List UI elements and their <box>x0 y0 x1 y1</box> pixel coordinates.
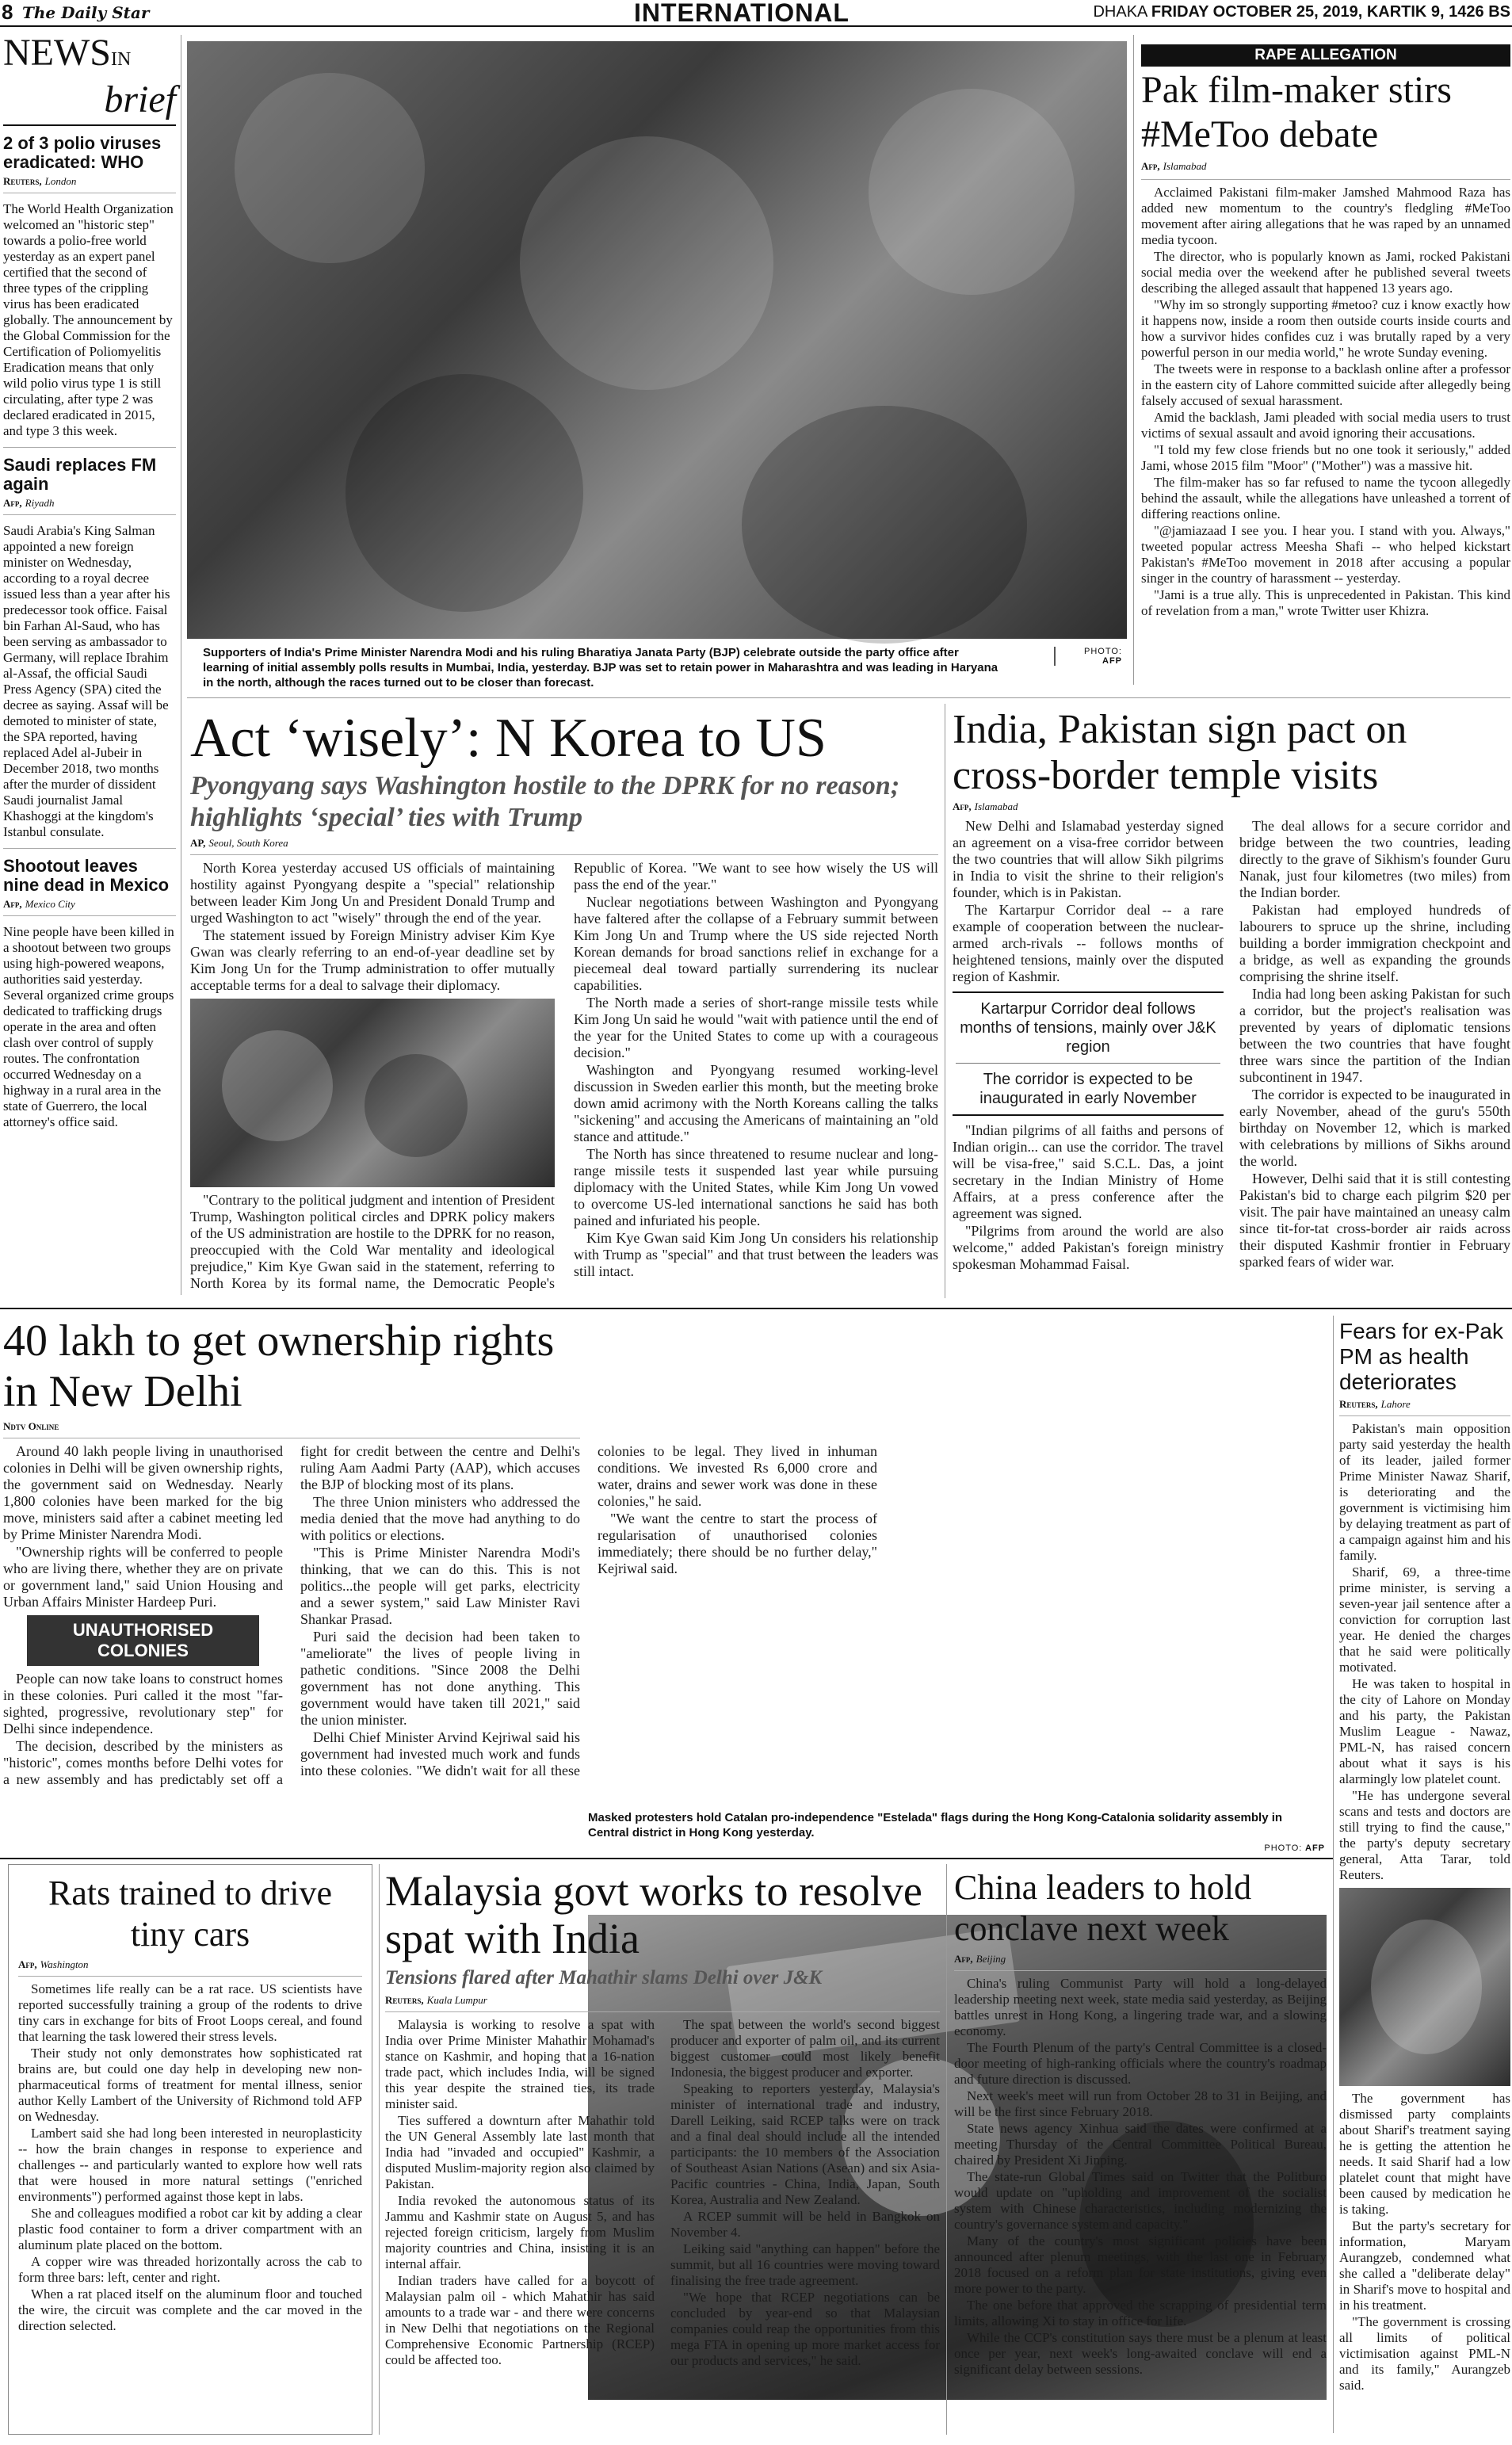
news-in-brief <box>3 32 176 1295</box>
headline: Pak film-maker stirs #MeToo debate <box>1141 69 1452 155</box>
brief-body: The World Health Organization welcomed an "historic step" towards a polio-free world yesterday as an expert panel certified that the second of three types of the crippling virus has been eradicated globally. The announcement by the Global Commission for the Certification of Poliomyelitis Eradication means that only wild polio virus type 1 is still circulating, after type 2 was declared eradicated in 2015, and type 3 this week. <box>3 201 174 438</box>
article-body: North Korea yesterday accused US officials of maintaining hostility against Pyongyang despite a "special" relationship between leader Kim Jong Un and President Donald Trump and urged Washington to act "wisely" through the end of the year. The statement issued by Foreign Ministry adviser Kim Kye Gwan was clearly referring to an end-of-year deadline set by Kim Jong Un for the Trump administration to offer mutually acceptable terms for a deal to salvage their diplomacy. "Contrary to the political judgment and intention of President Trump, Washington political circles and DPRK policy makers of the US administration are hostile to the DPRK for no reason, preoccupied with the Cold War mentality and ideological prejudice," Kim Kye Gwan said in the statement, referring to North Korea by its formal name, the Democratic People's Republic of Korea. "We want to see how wisely the US will pass the end of the year." Nuclear negotiations between Washington and Pyongyang have faltered after the collapse of a February summit between Kim Jong Un and Trump where the US side rejected North Korean demands for broad sanctions relief in exchange for a piecemeal deal toward partially surrendering its nuclear capabilities. The North made a series of short-range missile tests while Kim Jong Un said he would "wait with patience until the end of the year for the United States to come up with a courageous decision." Washington and Pyongyang resumed working-level discussion in Sweden earlier this month, but the meeting broke down amid acrimony with the North Koreans calling the talks "sickening" and accusing the Americans of maintaining an "old stance and attitude." The North has since threatened to resume nuclear and long-range missile tests it suspended last year while pursuing diplomacy with the United States, while Kim Jong Un vowed to overcome US-led international sanctions he said has both pained and infuriated his people. Kim Kye Gwan said Kim Jong Un considers his relationship with Trump as "special" and that trust between the leaders was still intact. <box>190 860 938 1291</box>
dateline <box>1078 3 1510 21</box>
headline: 40 lakh to get ownership rights in New Delhi <box>3 1316 555 1416</box>
story-delhi-ownership <box>3 1316 877 1791</box>
story-rats <box>8 1864 372 2435</box>
colonies-label: UNAUTHORISED COLONIES <box>27 1615 259 1666</box>
dateline-city: DHAKA <box>1093 3 1147 21</box>
headline: Fears for ex-Pak PM as health deteriorates <box>1339 1319 1503 1394</box>
byline: Afp, Washington <box>18 1958 362 1977</box>
article-body: Malaysia is working to resolve a spat with India over Prime Minister Mahathir Mohamad's stance on Kashmir, and hoping that a 16-nation trade pact, which includes India, will be signed this year despite the strained ties, its trade minister said. Ties suffered a downturn after Mahathir told the UN General Assembly late last month that India had "invaded and occupied" Kashmir, a disputed Muslim-majority region also claimed by Pakistan. India revoked the autonomous status of its Jammu and Kashmir state on August 5, and has rejected foreign criticism, largely from Muslim majority countries and China, insisting it is an internal affair. Indian traders have called for a boycott of Malaysian palm oil - which Mahathir has said amounts to a trade war - and there were concerns in New Delhi that negotiations on the Regional Comprehensive Economic Partnership (RCEP) could be affected too. The spat between the world's second biggest producer and exporter of palm oil, and its current biggest customer could most likely benefit Indonesia, the biggest producer and exporter. Speaking to reporters yesterday, Malaysia's minister of international trade and industry, Darell Leiking, said RCEP talks were on track and a final deal should include all the intended participants: the 10 members of the Association of Southeast Asian Nations (Asean) and six Asia-Pacific countries - China, India, Japan, South Korea, Australia and New Zealand. A RCEP summit will be held in Bangkok on November 4. Leiking said "anything can happen" before the summit, but all 16 countries were moving toward finalising the free trade agreement. "We hope that RCEP negotiations can be concluded by year-end so that Malaysian companies could reap the opportunities from this mega FTA in opening up more market access for our products and services," he said. <box>385 2017 940 2368</box>
brief-byline: Reuters, London <box>3 175 176 193</box>
story-north-korea <box>190 707 938 1300</box>
article-body: Pakistan's main opposition party said yesterday the health of its leader, jailed former Prime Minister Nawaz Sharif, is deteriorating and the government is victimising him by delaying treatment as part of a campaign against him and his family. Sharif, 69, a three-time prime minister, is serving a seven-year jail sentence after a conviction for corruption last year. He denied the charges that he said were politically motivated. He was taken to hospital in the city of Lahore on Monday and his party, the Pakistan Muslim League - Nawaz, PML-N, has raised concern about what it says is his alarmingly low platelet count. "He has undergone several scans and tests and doctors are still trying to find the cause," the party's deputy secretary general, Atta Tarar, told Reuters. The government has dismissed party complaints about Sharif's treatment saying he is getting the attention he needs. It said Sharif had a low platelet count that might have been caused by medication he is taking. But the party's secretary for information, Maryam Aurangzeb, condemned what she called a "deliberate delay" in Sharif's move to hospital and in his treatment. "The government is crossing all limits of political victimisation against PML-N and its family," Aurangzeb said. <box>1339 1421 1510 2393</box>
trump-kim-photo <box>190 999 555 1187</box>
paper-name: The Daily Star <box>22 3 150 22</box>
headline: Rats trained to drive tiny cars <box>48 1874 332 1954</box>
subhead: Pyongyang says Washington hostile to the DPRK for no reason; highlights ‘special’ ties with Trump <box>190 771 900 832</box>
credit-label: PHOTO: <box>1264 1843 1303 1853</box>
story-malaysia <box>385 1867 940 2435</box>
brief-headline: Saudi replaces FM again <box>3 455 157 494</box>
hk-photo-caption: Masked protesters hold Catalan pro-independence "Estelada" flags during the Hong Kong-Catalonia solidarity assembly in Central district in Hong Kong yesterday. <box>588 1811 1283 1839</box>
brief-item <box>3 134 176 439</box>
headline: India, Pakistan sign pact on cross-border temple visits <box>953 707 1407 798</box>
headline: Malaysia govt works to resolve spat with India <box>385 1867 922 1962</box>
brief-title-main: NEWS <box>3 32 111 74</box>
brief-item <box>3 447 176 840</box>
kicker: RAPE ALLEGATION <box>1141 44 1510 67</box>
byline: Afp, Islamabad <box>953 800 1018 812</box>
top-photo-credit <box>1054 647 1122 666</box>
nawaz-sharif-photo <box>1339 1888 1510 2086</box>
hk-photo-credit <box>1236 1843 1325 1853</box>
brief-body: Saudi Arabia's King Salman appointed a new foreign minister on Wednesday, according to a royal decree issued less than a year after his predecessor took office. Faisal bin Farhan Al-Saud, who has been serving as ambassador to Germany, will replace Ibrahim al-Assaf, the official Saudi Press Agency (SPA) cited the decree as saying. Assaf will be demoted to minister of state, the SPA reported, having replaced Adel al-Jubeir in December 2018, two months after the murder of dissident Saudi journalist Jamal Khashoggi at the kingdom's Istanbul consulate. <box>3 523 170 839</box>
byline: Afp, Islamabad <box>1141 160 1510 180</box>
page-number: 8 <box>2 0 13 24</box>
pullquote-2: The corridor is expected to be inaugurated in early November <box>979 1071 1197 1107</box>
headline: China leaders to hold conclave next week <box>954 1868 1252 1948</box>
brief-title <box>3 32 176 80</box>
article-body: Around 40 lakh people living in unauthorised colonies in Delhi will be given ownership rights, the government said on Wednesday. Nearly 1,800 colonies have been marked for the big move, ministers said after a cabinet meeting led by Prime Minister Narendra Modi. "Ownership rights will be conferred to people who are living there, whether they are on private or government land," said Union Housing and Urban Affairs Minister Hardeep Puri. UNAUTHORISED COLONIES People can now take loans to construct homes in these colonies. Puri called it the most "far-sighted, progressive, revolutionary step" for Delhi since independence. The decision, described by the ministers as "historic", comes months before Delhi votes for a new assembly and has predictably set off a fight for credit between the centre and Delhi's ruling Aam Aadmi Party (AAP), which accuses the BJP of blocking most of its plans. The three Union ministers who addressed the media denied that the move had anything to do with politics or elections. "This is Prime Minister Narendra Modi's thinking, that we can do this. This is not politics...the people will get parks, electricity and a sewer system," said Law Minister Ravi Shankar Prasad. Puri said the decision had been taken to "ameliorate" the lives of people living in pathetic conditions. "Since 2008 the Delhi government has not done anything. This government would have taken till 2021," said the union minister. Delhi Chief Minister Arvind Kejriwal said his government had invested much work and funds into these colonies. "We didn't wait for all these colonies to be legal. They lived in inhuman conditions. We invested Rs 6,000 crore and water, drains and sewer work was done in these colonies," he said. "We want the centre to start the process of regularisation of unauthorised colonies immediately; there should be no further delay," Kejriwal said. <box>3 1443 877 1787</box>
byline: Reuters, Kuala Lumpur <box>385 1994 940 2012</box>
subhead: Tensions flared after Mahathir slams Delhi over J&K <box>385 1967 823 1988</box>
brief-headline: 2 of 3 polio viruses eradicated: WHO <box>3 133 162 172</box>
brief-headline: Shootout leaves nine dead in Mexico <box>3 856 170 895</box>
brief-byline: Afp, Riyadh <box>3 497 176 515</box>
byline: Ndtv Online <box>3 1420 580 1438</box>
pullquote <box>953 991 1224 1116</box>
article-body: Sometimes life really can be a rat race. US scientists have reported successfully training a group of the rodents to drive tiny cars in exchange for bits of Froot Loops cereal, and found that learning the task lowered their stress levels. Their study not only demonstrates how sophisticated rat brains are, but could one day help in developing new non-pharmaceutical forms of treatment for mental illness, senior author Kelly Lambert of the University of Richmond told AFP on Wednesday. Lambert said she had long been interested in neuroplasticity -- how the brain changes in response to experience and challenges -- and particularly wanted to explore how well rats that were housed in more natural settings ("enriched environments") performed against those kept in labs. She and colleagues modified a robot car kit by adding a clear plastic food container to form a driver compartment with an aluminum plate placed on the bottom. A copper wire was threaded horizontally across the cab to form three bars: left, center and right. When a rat placed itself on the aluminum floor and touched the wire, the circuit was complete and the car moved in the direction selected. <box>18 1981 362 2333</box>
top-photo-caption: Supporters of India's Prime Minister Narendra Modi and his ruling Bharatiya Janata Party (BJP) celebrate outside the party office after learning of initial assembly polls results in Mumbai, India, yesterday. BJP was set to retain power in Maharashtra and was leading in Haryana in the north, although the races turned out to be closer than forecast. <box>203 646 998 690</box>
story-china <box>954 1867 1327 2435</box>
article-body: Acclaimed Pakistani film-maker Jamshed Mahmood Raza has added new momentum to the country's fledgling #MeToo movement after airing allegations that he was raped by an unnamed media tycoon. The director, who is popularly known as Jami, rocked Pakistani social media over the weekend after he published several tweets describing the alleged assault that happened 13 years ago. "Why im so strongly supporting #metoo? cuz i know exactly how it happens now, inside a room then outside courts inside courts and how a survivor hides confides cuz i was brutally raped by a very powerful person in our media world," he wrote Sunday evening. The tweets were in response to a backlash online after a professor in the eastern city of Lahore committed suicide after allegedly being falsely accused of sexual harassment. Amid the backlash, Jami pleaded with social media users to trust victims of sexual assault and avoid ignoring their accusations. "I told my few close friends but no one took it seriously," added Jami, whose 2015 film "Moor" ("Mother") was a massive hit. The film-maker has so far refused to name the tycoon allegedly behind the assault, while the allegations have unleashed a torrent of differing reactions online. "@jamiazaad I see you. I hear you. I stand with you. Always," tweeted popular actress Meesha Shafi -- who helped kickstart Pakistan's #MeToo movement in 2018 after accusing a popular singer in the country of harassment -- yesterday. "Jami is a true ally. This is unprecedented in Pakistan. This kind of revelation from a man," wrote Twitter user Khizra. <box>1141 185 1510 618</box>
bjp-celebration-photo <box>187 41 1127 639</box>
brief-item <box>3 848 176 1130</box>
story-ex-pak-pm <box>1339 1319 1510 2433</box>
credit-label: PHOTO: <box>1084 647 1122 656</box>
credit-name: AFP <box>1305 1843 1325 1853</box>
byline: AP, Seoul, South Korea <box>190 837 938 855</box>
section-title: INTERNATIONAL <box>634 0 850 27</box>
credit-name: AFP <box>1102 656 1122 666</box>
masthead <box>0 0 1512 27</box>
story-pak-filmmaker <box>1141 44 1510 686</box>
brief-byline: Afp, Mexico City <box>3 898 176 916</box>
article-body: New Delhi and Islamabad yesterday signed an agreement on a visa-free corridor between the two countries that will allow Sikh pilgrims in India to visit the shrine to their religion's founder, which is in Pakistan. The Kartarpur Corridor deal -- a rare example of cooperation between the nuclear-armed arch-rivals -- follows months of heightened tensions, mainly over the disputed region of Kashmir. Kartarpur Corridor deal follows months of tensions, mainly over J&K region The corridor is expected to be inaugurated in early November "Indian pilgrims of all faiths and persons of Indian origin... can use the corridor. The travel will be visa-free," said S.C.L. Das, a joint secretary in the Indian Ministry of Home Affairs, at a press conference after the agreement was signed. "Pilgrims from around the world are also welcome," added Pakistan's foreign ministry spokesman Mohammad Faisal. The deal allows for a secure corridor and bridge between the two countries, leading directly to the grave of Sikhism's founder Guru Nanak, just four kilometres (two miles) from the Indian border. Pakistan had employed hundreds of labourers to spruce up the shrine, including building a border immigration checkpoint and a bridge, as well as expanding the grounds comprising the shrine itself. India had long been asking Pakistan for such a corridor, but the project's realisation was prevented by years of diplomatic tensions between the two countries that have fought three wars since the partition of the Indian subcontinent in 1947. The corridor is expected to be inaugurated in early November, ahead of the guru's 550th birthday on November 12, which is marked with celebrations by millions of Sikhs around the world. However, Delhi said that it is still contesting Pakistan's bid to charge each pilgrim $20 per visit. The pair have maintained an uneasy calm since tit-for-tat cross-border air raids across their disputed Kashmir frontier in February sparked fears of wider war. <box>953 818 1510 1272</box>
brief-title-in: IN <box>110 49 132 70</box>
byline: Afp, Beijing <box>954 1953 1327 1971</box>
brief-body: Nine people have been killed in a shootout between two groups using high-powered weapons, authorities said yesterday. Several organized crime groups dedicated to trafficking drugs operate in the area and often clash over control of supply routes. The confrontation occurred Wednesday on a highway in a rural area in the state of Guerrero, the local attorney's office said. <box>3 924 174 1129</box>
article-body: China's ruling Communist Party will hold a long-delayed leadership meeting next week, state media said yesterday, as Beijing battles unrest in Hong Kong, a lingering trade war, and a slowing economy. The Fourth Plenum of the party's Central Committee is a closed-door meeting of high-ranking officials where the country's roadmap and future direction is discussed. Next week's meet will run from October 28 to 31 in Beijing, and will be the first since February 2018. State news agency Xinhua said the dates were confirmed at a meeting Thursday of the Central Committee Political Bureau, chaired by President Xi Jinping. The state-run Global Times said on Twitter that the Politburo would update on "upholding and improvement of the socialist system with Chinese characteristics, including modernizing the country's governance system and capacity." Many of the country's most significant policies have been announced after plenum meetings, with the last one in February 2018 focused on a reform plan for state institutions, giving even more power to the party. The one before that approved the scrapping of presidential term limits, allowing Xi to stay in office for life. While the CCP's constitution says there must be a plenum at least once per year, next week's long-awaited conclave will end a significant delay between sessions. <box>954 1976 1327 2377</box>
story-india-pakistan <box>953 707 1510 1300</box>
dateline-date: FRIDAY OCTOBER 25, 2019, KARTIK 9, 1426 BS <box>1151 3 1510 21</box>
headline: Act ‘wisely’: N Korea to US <box>190 708 827 769</box>
pullquote-1: Kartarpur Corridor deal follows months of tensions, mainly over J&K region <box>956 999 1220 1064</box>
brief-title-sub: brief <box>3 80 176 126</box>
byline: Reuters, Lahore <box>1339 1398 1510 1416</box>
